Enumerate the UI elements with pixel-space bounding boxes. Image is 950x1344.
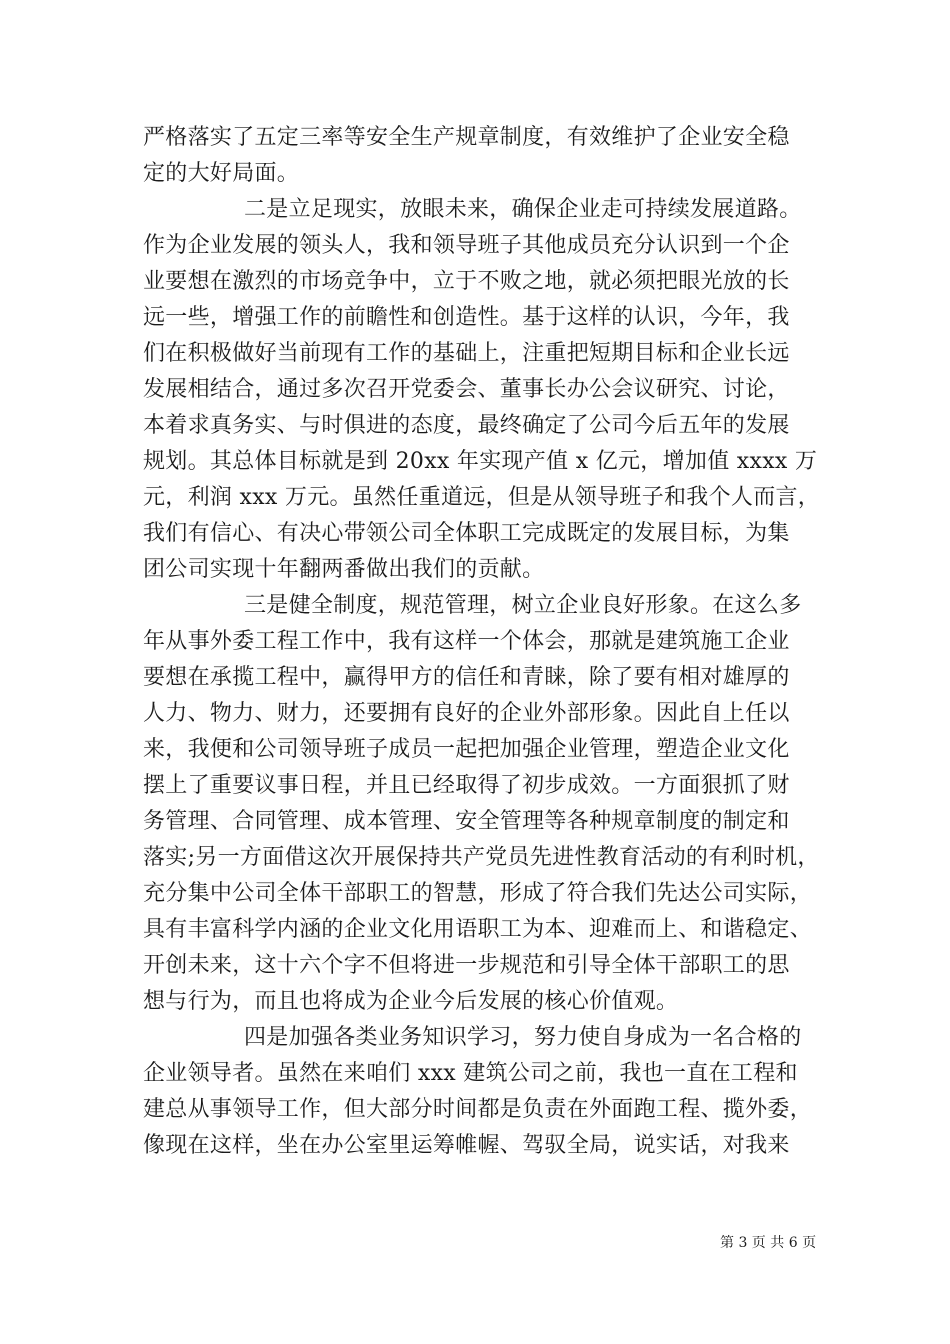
text-line: 来，我便和公司领导班子成员一起把加强企业管理，塑造企业文化 (143, 737, 790, 762)
page-number: 第 3 页 共 6 页 (720, 1235, 817, 1251)
text-line: 发展相结合，通过多次召开党委会、董事长办公会议研究、讨论， (143, 377, 790, 402)
text-line: 严格落实了五定三率等安全生产规章制度，有效维护了企业安全稳 (143, 125, 790, 150)
text-line: 建总从事领导工作，但大部分时间都是负责在外面跑工程、揽外委， (143, 1097, 813, 1122)
text-line: 规划。其总体目标就是到 20xx 年实现产值 x 亿元，增加值 xxxx 万 (143, 449, 818, 474)
text-line: 想与行为，而且也将成为企业今后发展的核心价值观。 (143, 989, 679, 1014)
text-line: 像现在这样，坐在办公室里运筹帷幄、驾驭全局，说实话，对我来 (143, 1133, 790, 1158)
text-line: 具有丰富科学内涵的企业文化用语职工为本、迎难而上、和谐稳定、 (143, 917, 813, 942)
text-line: 团公司实现十年翻两番做出我们的贡献。 (143, 557, 545, 582)
text-line: 开创未来，这十六个字不但将进一步规范和引导全体干部职工的思 (143, 953, 790, 978)
text-line: 年从事外委工程工作中，我有这样一个体会，那就是建筑施工企业 (143, 629, 790, 654)
text-line: 元，利润 xxx 万元。虽然任重道远，但是从领导班子和我个人而言， (143, 485, 821, 510)
text-line: 落实;另一方面借这次开展保持共产党员先进性教育活动的有利时机， (143, 845, 820, 870)
paragraph-start-line: 二是立足现实，放眼未来，确保企业走可持续发展道路。 (244, 197, 802, 222)
paragraph-start-line: 四是加强各类业务知识学习，努力使自身成为一名合格的 (244, 1025, 802, 1050)
text-line: 本着求真务实、与时俱进的态度，最终确定了公司今后五年的发展 (143, 413, 790, 438)
text-line: 摆上了重要议事日程，并且已经取得了初步成效。一方面狠抓了财 (143, 773, 790, 798)
text-line: 企业领导者。虽然在来咱们 xxx 建筑公司之前，我也一直在工程和 (143, 1061, 798, 1086)
text-line: 人力、物力、财力，还要拥有良好的企业外部形象。因此自上任以 (143, 701, 790, 726)
text-line: 要想在承揽工程中，赢得甲方的信任和青睐，除了要有相对雄厚的 (143, 665, 790, 690)
text-line: 作为企业发展的领头人，我和领导班子其他成员充分认识到一个企 (143, 233, 790, 258)
text-line: 充分集中公司全体干部职工的智慧，形成了符合我们先达公司实际， (143, 881, 813, 906)
text-line: 们在积极做好当前现有工作的基础上，注重把短期目标和企业长远 (143, 341, 790, 366)
text-line: 务管理、合同管理、成本管理、安全管理等各种规章制度的制定和 (143, 809, 790, 834)
text-line: 我们有信心、有决心带领公司全体职工完成既定的发展目标，为集 (143, 521, 790, 546)
paragraph-start-line: 三是健全制度，规范管理，树立企业良好形象。在这么多 (244, 593, 802, 618)
text-line: 业要想在激烈的市场竞争中，立于不败之地，就必须把眼光放的长 (143, 269, 790, 294)
text-line: 远一些，增强工作的前瞻性和创造性。基于这样的认识，今年，我 (143, 305, 790, 330)
text-line: 定的大好局面。 (143, 161, 300, 186)
